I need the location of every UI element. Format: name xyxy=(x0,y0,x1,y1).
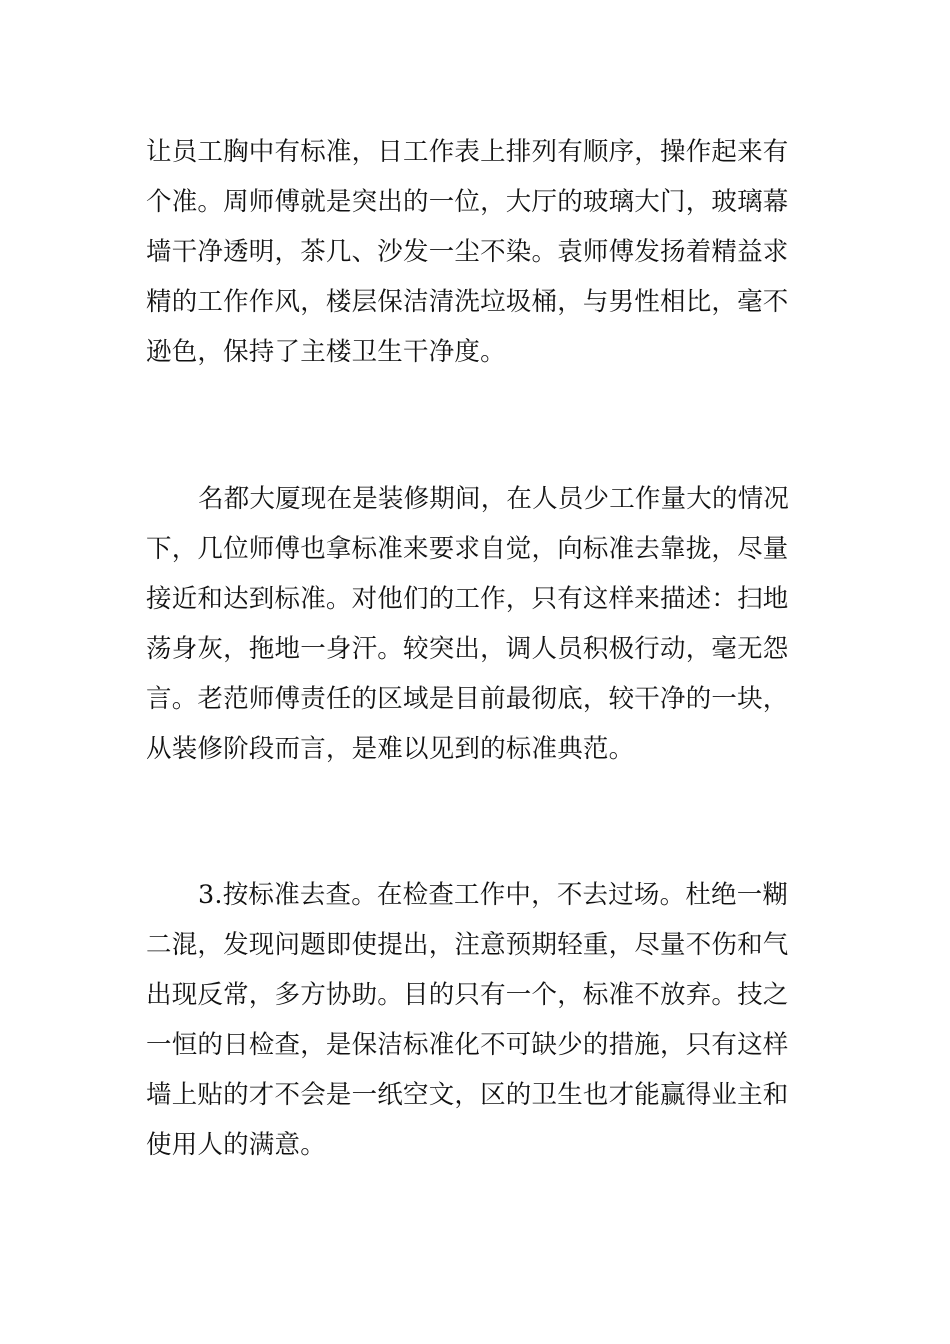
text-line: 从装修阶段而言，是难以见到的标准典范。 xyxy=(146,734,635,764)
text-line: 一恒的日检查，是保洁标准化不可缺少的措施，只有这样 xyxy=(146,1030,789,1060)
text-line: 名都大厦现在是装修期间，在人员少工作量大的情况 xyxy=(198,484,790,514)
text-line: 墙上贴的才不会是一纸空文，区的卫生也才能赢得业主和 xyxy=(146,1080,789,1110)
text-line: 让员工胸中有标准，日工作表上排列有顺序，操作起来有 xyxy=(146,137,789,167)
text-line: 逊色，保持了主楼卫生干净度。 xyxy=(146,337,506,367)
text-line: 墙干净透明，茶几、沙发一尘不染。袁师傅发扬着精益求 xyxy=(146,237,789,267)
text-line: 出现反常，多方协助。目的只有一个，标准不放弃。技之 xyxy=(146,980,789,1010)
text-line: 使用人的满意。 xyxy=(146,1130,326,1160)
text-line: 精的工作作风，楼层保洁清洗垃圾桶，与男性相比，毫不 xyxy=(146,287,789,317)
text-line: 二混，发现问题即使提出，注意预期轻重，尽量不伤和气 xyxy=(146,930,789,960)
paragraph-1 xyxy=(146,127,810,377)
text-line: 荡身灰，拖地一身汗。较突出，调人员积极行动，毫无怨 xyxy=(146,634,789,664)
text-line: 下，几位师傅也拿标准来要求自觉，向标准去靠拢，尽量 xyxy=(146,534,789,564)
text-line: 接近和达到标准。对他们的工作，只有这样来描述：扫地 xyxy=(146,584,789,614)
text-line: 个准。周师傅就是突出的一位，大厅的玻璃大门，玻璃幕 xyxy=(146,187,789,217)
paragraph-3 xyxy=(146,870,810,1170)
text-line: 3.按标准去查。在检查工作中，不去过场。杜绝一糊 xyxy=(198,880,789,910)
paragraph-2 xyxy=(146,474,810,774)
text-line: 言。老范师傅责任的区域是目前最彻底，较干净的一块， xyxy=(146,684,789,714)
